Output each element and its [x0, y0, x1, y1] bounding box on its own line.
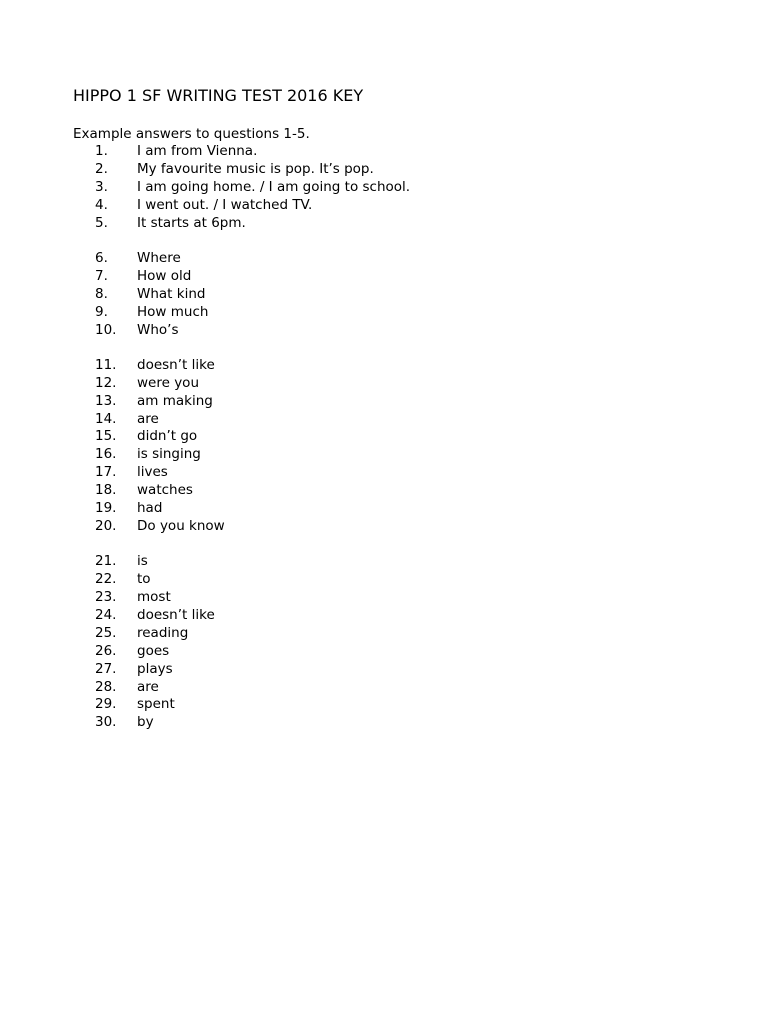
answer-item	[0, 179, 768, 197]
answer-text: goes	[137, 642, 170, 659]
answer-item	[0, 446, 768, 464]
answer-text: It starts at 6pm.	[137, 214, 246, 231]
answer-text: Do you know	[137, 517, 225, 534]
answer-number: 18.	[95, 482, 117, 499]
answer-text: Who’s	[137, 321, 179, 338]
answer-item	[0, 643, 768, 661]
answer-number: 29.	[95, 696, 117, 713]
answer-group	[0, 250, 768, 339]
answer-group	[0, 357, 768, 536]
answer-text: My favourite music is pop. It’s pop.	[137, 160, 374, 177]
answer-item	[0, 215, 768, 233]
answer-text: I am from Vienna.	[137, 143, 258, 159]
answer-text: are	[137, 678, 159, 695]
answer-number: 3.	[95, 178, 108, 195]
answer-key-list	[0, 143, 768, 750]
answer-text: had	[137, 500, 163, 517]
answer-item	[0, 714, 768, 732]
answer-text: reading	[137, 624, 189, 641]
answer-item	[0, 322, 768, 340]
answer-item	[0, 411, 768, 429]
answer-item	[0, 482, 768, 500]
answer-text: Where	[137, 249, 181, 266]
answer-text: by	[137, 714, 154, 731]
answer-item	[0, 571, 768, 589]
answer-number: 20.	[95, 517, 117, 534]
answer-number: 7.	[95, 267, 108, 284]
document-title: HIPPO 1 SF WRITING TEST 2016 KEY	[73, 86, 364, 105]
answer-number: 19.	[95, 500, 117, 517]
answer-number: 21.	[95, 553, 117, 570]
answer-item	[0, 357, 768, 375]
answer-item	[0, 679, 768, 697]
answer-text: are	[137, 410, 159, 427]
answer-text: lives	[137, 464, 168, 481]
answer-item	[0, 661, 768, 679]
answer-number: 23.	[95, 589, 117, 606]
answer-text: to	[137, 571, 151, 588]
answer-item	[0, 428, 768, 446]
answer-text: What kind	[137, 285, 206, 302]
answer-number: 25.	[95, 624, 117, 641]
answer-item	[0, 625, 768, 643]
answer-item	[0, 268, 768, 286]
answer-number: 30.	[95, 714, 117, 731]
answer-number: 26.	[95, 642, 117, 659]
answer-text: watches	[137, 482, 193, 499]
answer-item	[0, 375, 768, 393]
answer-text: plays	[137, 660, 173, 677]
answer-text: is	[137, 553, 148, 570]
answer-number: 8.	[95, 285, 108, 302]
answer-item	[0, 553, 768, 571]
answer-item	[0, 161, 768, 179]
answer-text: How much	[137, 303, 209, 320]
answer-number: 17.	[95, 464, 117, 481]
answer-item	[0, 518, 768, 536]
answer-text: doesn’t like	[137, 356, 215, 373]
answer-number: 1.	[95, 143, 108, 159]
answer-text: I am going home. / I am going to school.	[137, 178, 411, 195]
answer-number: 16.	[95, 446, 117, 463]
answer-text: am making	[137, 392, 213, 409]
answer-number: 4.	[95, 196, 108, 213]
answer-item	[0, 250, 768, 268]
answer-number: 14.	[95, 410, 117, 427]
answer-number: 10.	[95, 321, 117, 338]
answer-item	[0, 589, 768, 607]
answer-item	[0, 143, 768, 161]
answer-text: spent	[137, 696, 175, 713]
answer-text: doesn’t like	[137, 606, 215, 623]
answer-text: is singing	[137, 446, 201, 463]
intro-text: Example answers to questions 1-5.	[73, 126, 310, 142]
answer-item	[0, 393, 768, 411]
answer-text: most	[137, 589, 171, 606]
answer-number: 13.	[95, 392, 117, 409]
answer-number: 15.	[95, 428, 117, 445]
answer-number: 24.	[95, 606, 117, 623]
answer-number: 12.	[95, 374, 117, 391]
answer-item	[0, 286, 768, 304]
answer-text: didn’t go	[137, 428, 198, 445]
answer-number: 5.	[95, 214, 108, 231]
answer-number: 2.	[95, 160, 108, 177]
answer-item	[0, 197, 768, 215]
answer-number: 22.	[95, 571, 117, 588]
answer-item	[0, 696, 768, 714]
answer-item	[0, 464, 768, 482]
answer-number: 11.	[95, 356, 117, 373]
answer-item	[0, 500, 768, 518]
answer-number: 27.	[95, 660, 117, 677]
answer-number: 6.	[95, 249, 108, 266]
answer-group	[0, 553, 768, 732]
answer-text: How old	[137, 267, 192, 284]
answer-item	[0, 304, 768, 322]
answer-text: were you	[137, 374, 200, 391]
answer-group	[0, 143, 768, 232]
answer-number: 28.	[95, 678, 117, 695]
answer-text: I went out. / I watched TV.	[137, 196, 313, 213]
answer-number: 9.	[95, 303, 108, 320]
answer-item	[0, 607, 768, 625]
